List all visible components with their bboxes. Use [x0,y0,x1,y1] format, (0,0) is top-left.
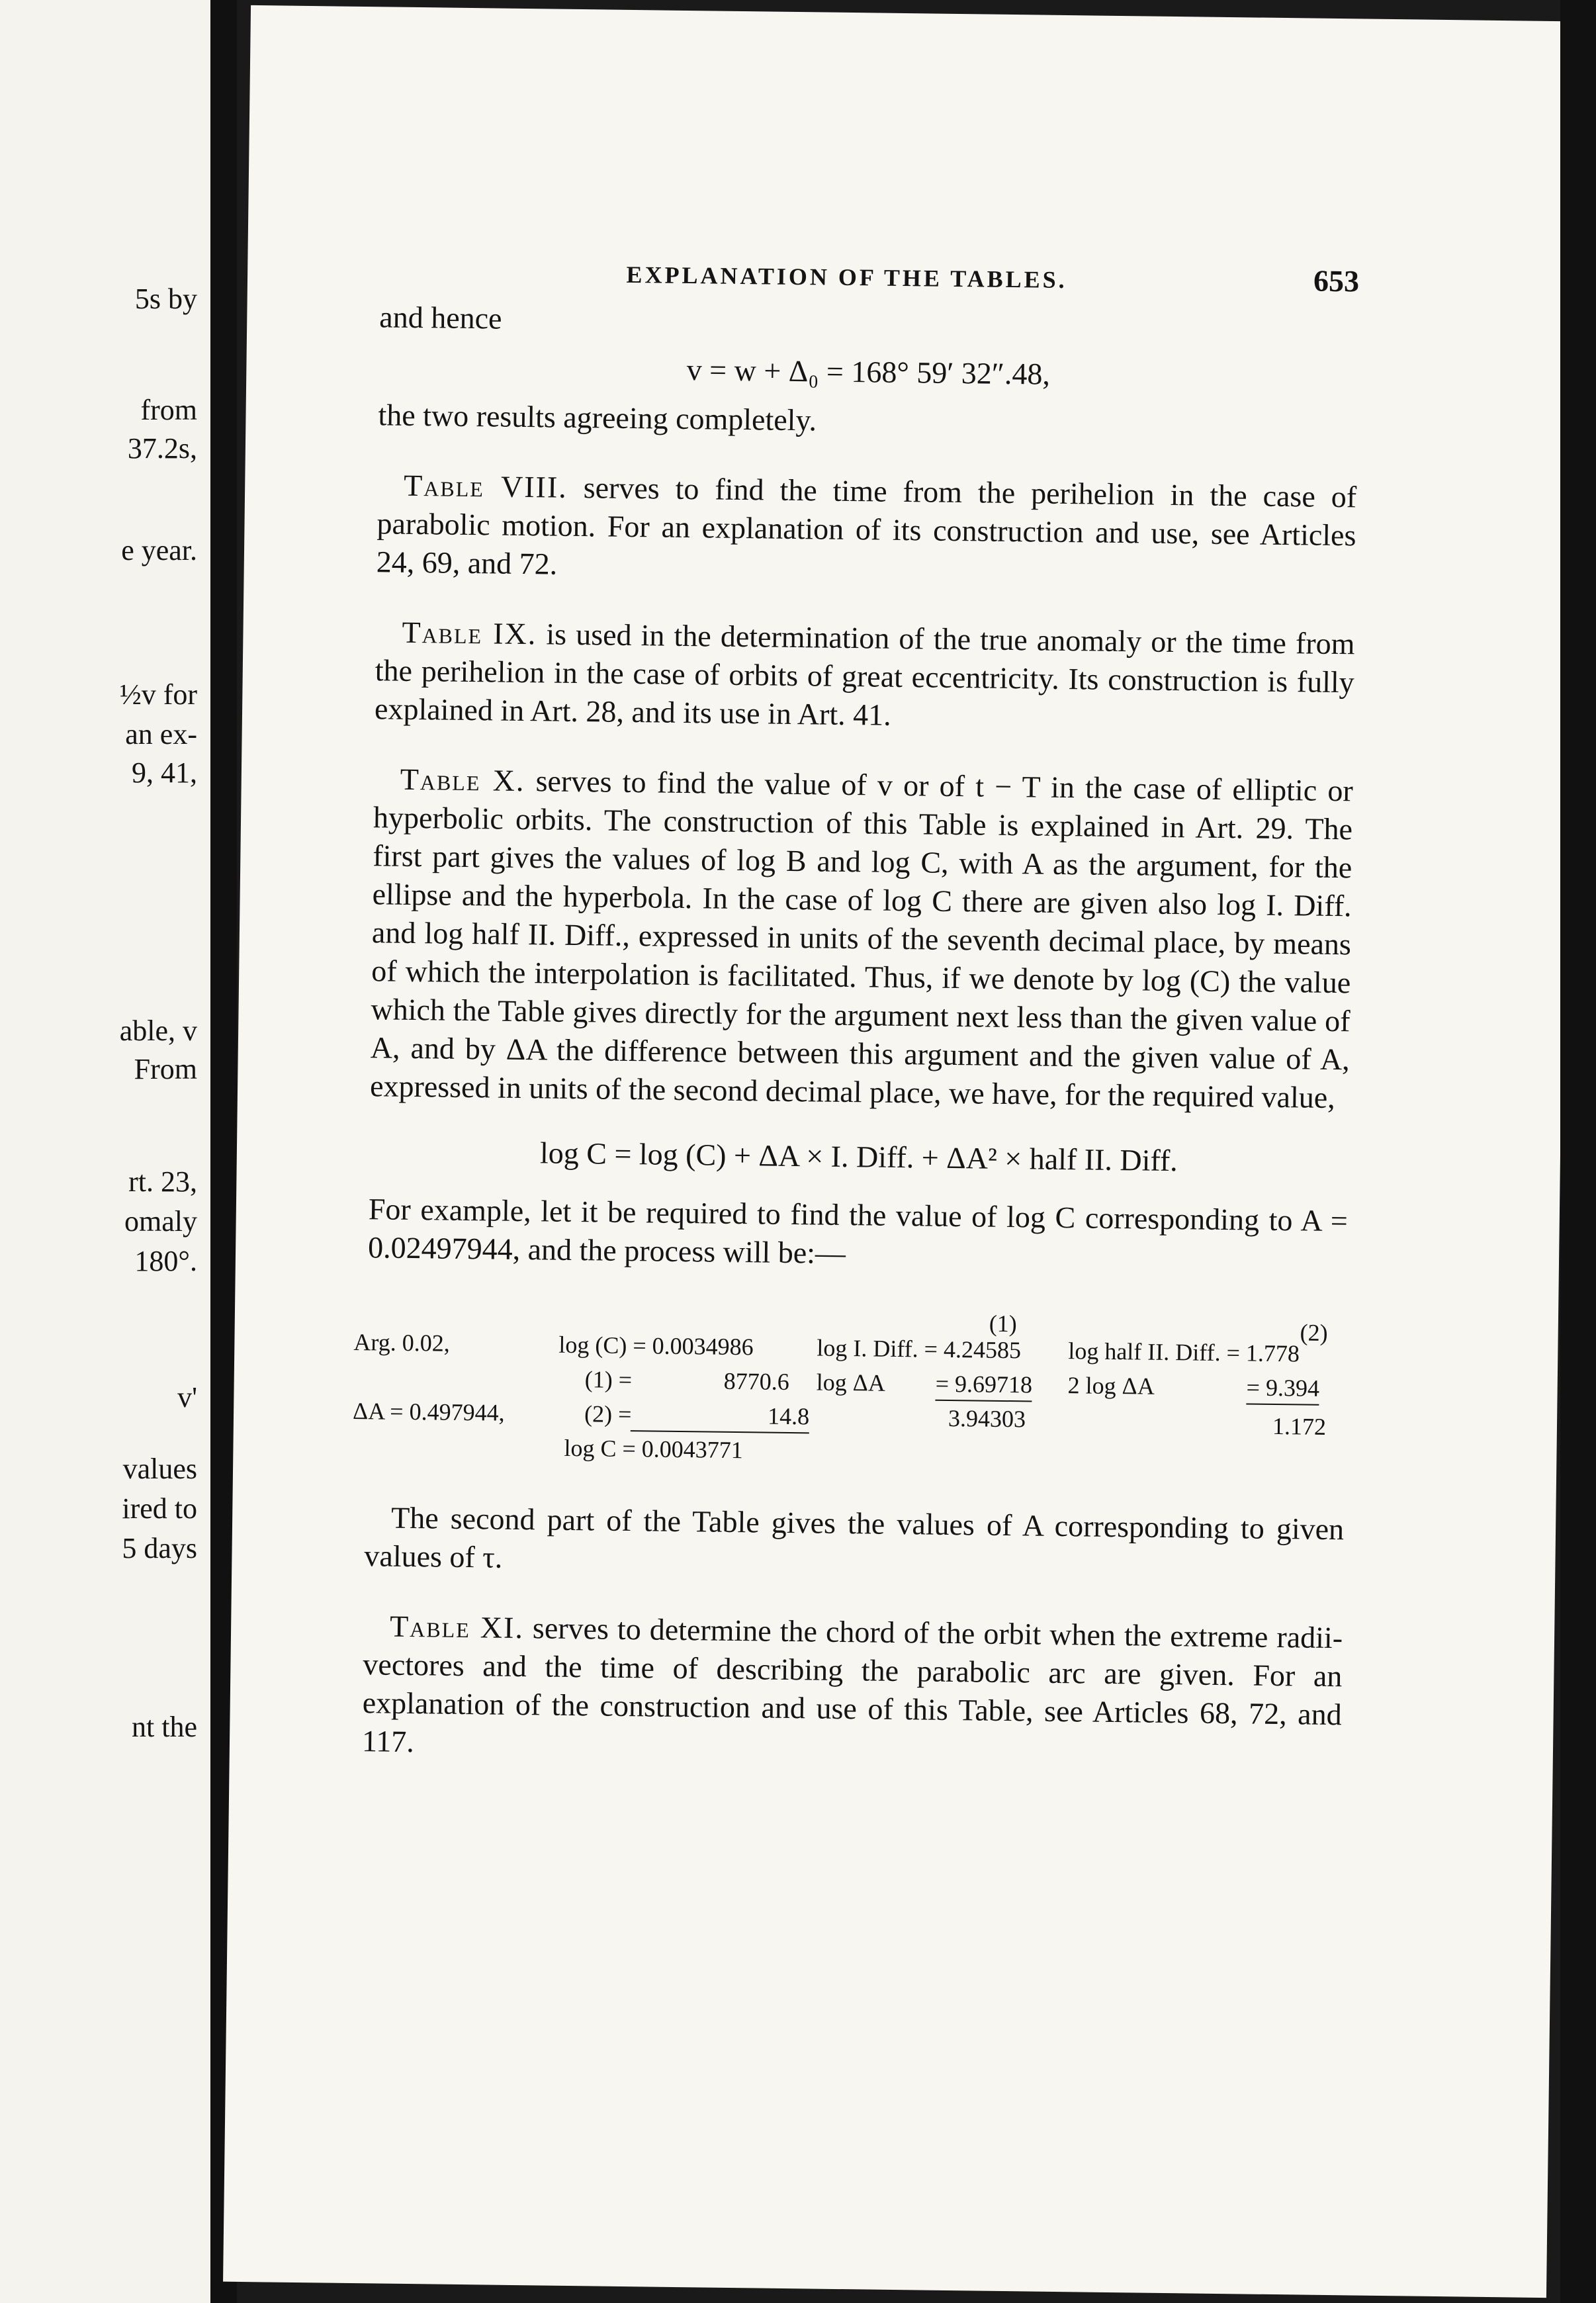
calc-sum-2: 1.172 [1272,1412,1327,1440]
table-label: Table XI. [389,1609,525,1645]
running-head [380,251,1360,298]
calc-row2-label: (2) = [584,1400,632,1428]
calc-log-half: log half II. Diff. = 1.778 [1068,1337,1300,1367]
page-number: 653 [1313,263,1360,298]
paragraph: and hence [379,300,502,336]
left-fragment: 5 days [122,1532,197,1564]
paragraph-text: serves to find the time from the perihelion in the case of parabolic motion. For an explanation of its construction and use, see Articles 24, 69, and 72. [376,471,1357,581]
paragraph-table-x [370,760,1353,1117]
left-fragment: able, v [119,1015,197,1047]
calc-log-da-label: log ΔA [816,1369,886,1396]
left-fragment: v' [177,1381,197,1414]
calculation-block [352,1300,1347,1477]
page-body [352,298,1359,1772]
paragraph-second-part: The second part of the Table gives the values of A corresponding to given values of τ. [364,1500,1345,1574]
calc-sum-1: 3.94303 [948,1404,1026,1433]
table-label: Table VIII. [403,468,568,504]
calc-row1-value: 8770.6 [723,1367,789,1396]
main-page [223,5,1574,2298]
calc-delta-a: ΔA = 0.497944, [352,1397,505,1426]
calc-log-c0: log (C) = 0.0034986 [558,1331,754,1361]
left-fragment: 9, 41, [132,756,197,789]
left-fragment: 37.2s, [127,432,197,465]
paragraph-table-viii [376,466,1356,593]
calc-log-c: log C = 0.0043771 [564,1434,744,1464]
left-fragment: ½v for [119,678,197,711]
left-fragment: rt. 23, [128,1165,197,1198]
left-fragment: from [140,394,197,426]
calc-header-2: (2) [1300,1319,1328,1346]
equation: v = w + Δ₀ = 168° 59′ 32″.48, [686,353,1051,391]
left-page [0,0,210,2303]
running-title: EXPLANATION OF THE TABLES. [626,261,1067,294]
paragraph-table-xi [362,1607,1343,1772]
paragraph-text: is used in the determination of the true anomaly or the time from the perihelion in the case of orbits of great eccentricity. Its construction is fully explained in Art. 28, and its use in Art. 41. [374,617,1355,732]
table-label: Table X. [400,762,525,798]
paragraph-table-ix [375,613,1355,740]
left-fragment: an ex- [125,718,197,750]
equation: log C = log (C) + ΔA × I. Diff. + ΔA² × half II. Diff. [539,1136,1178,1178]
left-fragment: ired to [122,1492,197,1525]
calc-header-1: (1) [989,1310,1018,1337]
left-fragment: nt the [132,1711,197,1743]
left-fragment: From [134,1053,197,1085]
paragraph-text: serves to determine the chord of the orbit when the extreme radii-vectores and the time of describing the parabolic arc are given. For an explanation of the construction and use of this Table, see Articles 68, 72, and 117. [361,1611,1343,1759]
left-fragment: values [122,1453,197,1485]
paragraph-example: For example, let it be required to find the value of log C corresponding to A = 0.02497944, and the process will be:— [367,1192,1349,1271]
calc-log-idiff: log I. Diff. = 4.24585 [817,1334,1022,1364]
calc-log-da-value: = 9.69718 [935,1368,1032,1402]
calc-row2-value: 14.8 [631,1398,810,1433]
left-fragment: 180°. [134,1245,197,1277]
table-label: Table IX. [402,615,537,651]
calc-two-log-label: 2 log ΔA [1067,1372,1155,1400]
calc-row1-label: (1) = [584,1366,633,1394]
calc-two-log-value: = 9.394 [1246,1371,1319,1405]
left-fragment: e year. [121,534,197,566]
paragraph-text: serves to find the value of v or of t − T in the case of elliptic or hyperbolic orbits. The construction of this Table is explained in Art. 29. The first part gives the values of log B and log C, with A as the argument, for the ellipse and the hyperbola. In the case of log C there are given also log I. Diff. and log half II. Diff., expressed in units of the seventh decimal place, by means of which the interpolation is facilitated. Thus, if we denote by log (C) the value which the Table gives directly for the argument next less than the given value of A, and by ΔA the difference between this argument and the given value of A, expressed in units of the second decimal place, we have, for the required value, [369,764,1354,1115]
paragraph: the two results agreeing completely. [378,398,817,437]
left-fragment: 5s by [134,283,197,315]
calc-arg: Arg. 0.02, [353,1328,450,1357]
left-fragment: omaly [124,1205,197,1238]
right-edge [1560,0,1596,2303]
